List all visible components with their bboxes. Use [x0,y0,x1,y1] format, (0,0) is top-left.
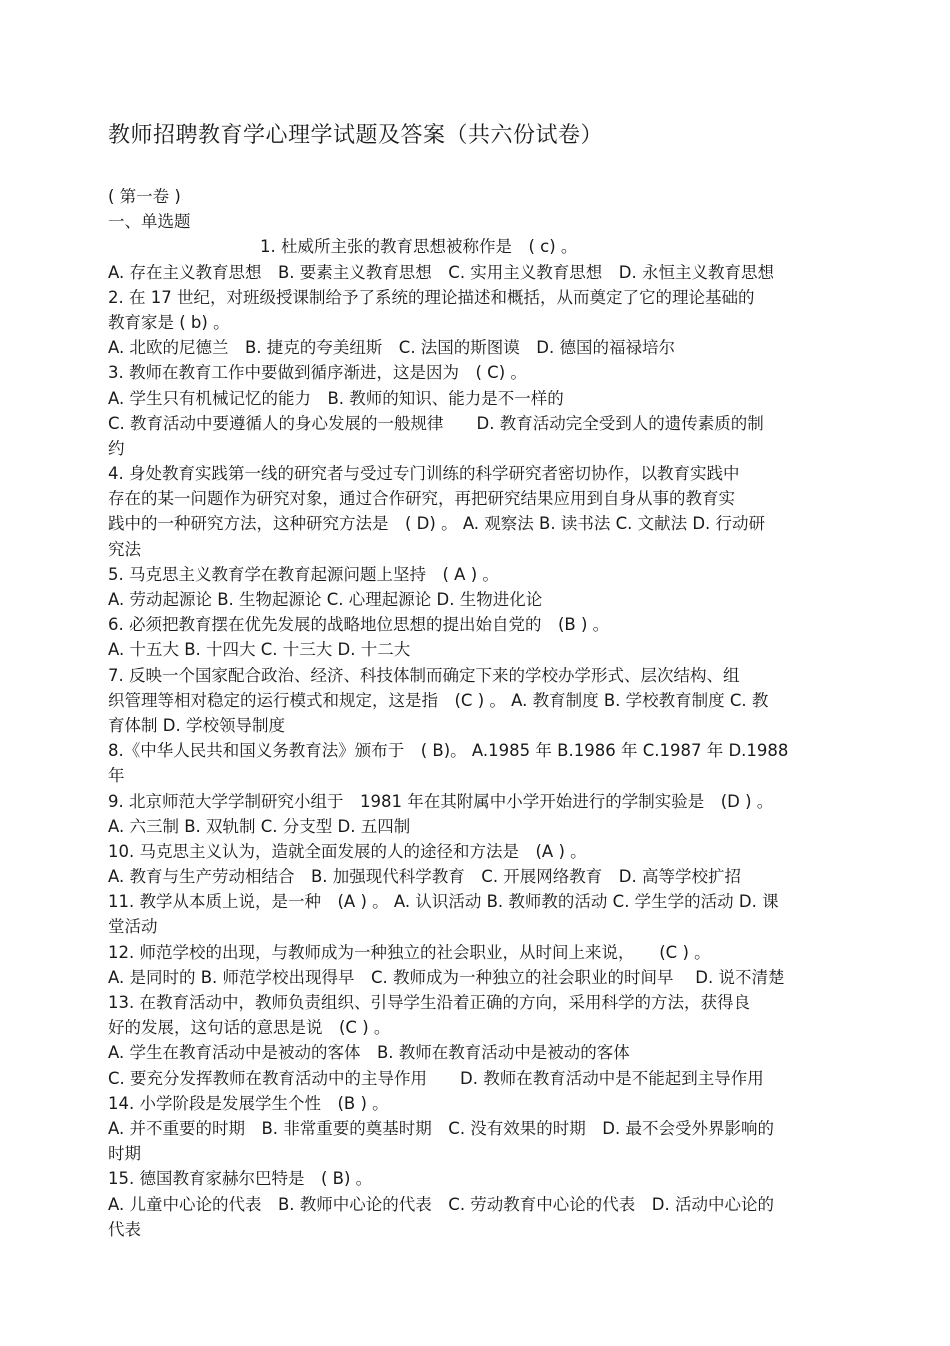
text-line: A. 儿童中心论的代表 B. 教师中心论的代表 C. 劳动教育中心论的代表 D. 活动中心论的 [108,1194,775,1214]
text-line: ( 第一卷 ) [108,187,181,206]
text-line: A. 教育与生产劳动相结合 B. 加强现代科学教育 C. 开展网络教育 D. 高等学校扩招 [108,867,742,887]
text-line: 2. 在 17 世纪，对班级授课制给予了系统的理论描述和概括，从而奠定了它的理论基础的 [108,287,755,307]
text-line: A. 并不重要的时期 B. 非常重要的奠基时期 C. 没有效果的时期 D. 最不会受外界影响的 [108,1118,775,1138]
text-line: A. 十五大 B. 十四大 C. 十三大 D. 十二大 [108,640,411,660]
text-line: A. 存在主义教育思想 B. 要素主义教育思想 C. 实用主义教育思想 D. 永恒主义教育思想 [108,262,775,282]
text-line: 8.《中华人民共和国义务教育法》颁布于 ( B)。 A.1985 年 B.1986 年 C.1987 年 D.1988 [108,741,789,761]
text-line: 一、单选题 [108,212,191,232]
text-line: 代表 [108,1219,141,1239]
text-line: 4. 身处教育实践第一线的研究者与受过专门训练的科学研究者密切协作，以教育实践中 [108,464,740,484]
text-line: 育体制 D. 学校领导制度 [108,715,285,735]
text-line: C. 要充分发挥教师在教育活动中的主导作用 D. 教师在教育活动中是不能起到主导作用 [108,1068,764,1088]
text-line: C. 教育活动中要遵循人的身心发展的一般规律 D. 教育活动完全受到人的遗传素质的制 [108,413,764,433]
text-line: 1. 杜威所主张的教育思想被称作是 ( c) 。 [260,237,578,257]
text-line: 5. 马克思主义教育学在教育起源问题上坚持 ( A ) 。 [108,564,499,584]
text-line: 9. 北京师范大学学制研究小组于 1981 年在其附属中小学开始进行的学制实验是 (D ) 。 [108,791,774,811]
text-line: 13. 在教育活动中，教师负责组织、引导学生沿着正确的方向，采用科学的方法，获得良 [108,993,750,1012]
text-line: A. 学生在教育活动中是被动的客体 B. 教师在教育活动中是被动的客体 [108,1043,630,1063]
text-line: 10. 马克思主义认为，造就全面发展的人的途径和方法是 (A ) 。 [108,841,587,861]
text-line: 好的发展，这句话的意思是说 (C ) 。 [108,1018,391,1038]
text-line: 12. 师范学校的出现，与教师成为一种独立的社会职业，从时间上来说， (C ) 。 [108,942,711,962]
text-line: 堂活动 [108,917,158,937]
document-title: 教师招聘教育学心理学试题及答案（共六份试卷） [108,123,604,148]
text-line: 6. 必须把教育摆在优先发展的战略地位思想的提出始自党的 (B ) 。 [108,615,610,635]
text-line: 究法 [108,539,141,559]
text-line: 教育家是 ( b) 。 [108,312,230,332]
text-line: A. 北欧的尼德兰 B. 捷克的夸美纽斯 C. 法国的斯图谟 D. 德国的福禄培尔 [108,338,676,358]
text-line: 7. 反映一个国家配合政治、经济、科技体制而确定下来的学校办学形式、层次结构、组 [108,665,740,685]
text-line: 约 [108,438,125,458]
text-line: 践中的一种研究方法，这种研究方法是 ( D) 。 A. 观察法 B. 读书法 C. 文献法 D. 行动研 [108,514,766,534]
text-line: A. 是同时的 B. 师范学校出现得早 C. 教师成为一种独立的社会职业的时间早 D. 说不清楚 [108,967,785,987]
text-line: 时期 [108,1144,141,1164]
text-line: 15. 德国教育家赫尔巴特是 ( B) 。 [108,1169,373,1189]
text-line: A. 学生只有机械记忆的能力 B. 教师的知识、能力是不一样的 [108,388,564,408]
text-line: 织管理等相对稳定的运行模式和规定，这是指 (C ) 。 A. 教育制度 B. 学校教育制度 C. 教 [108,690,769,710]
text-line: 11. 教学从本质上说，是一种 (A ) 。 A. 认识活动 B. 教师教的活动 C. 学生学的活动 D. 课 [108,892,779,912]
text-line: 14. 小学阶段是发展学生个性 (B ) 。 [108,1093,389,1113]
text-line: 3. 教师在教育工作中要做到循序渐进，这是因为 ( C) 。 [108,363,527,383]
text-line: 存在的某一问题作为研究对象，通过合作研究，再把研究结果应用到自身从事的教育实 [108,489,735,509]
text-line: A. 六三制 B. 双轨制 C. 分支型 D. 五四制 [108,816,411,836]
text-line: A. 劳动起源论 B. 生物起源论 C. 心理起源论 D. 生物进化论 [108,590,543,609]
document-body [108,184,853,1242]
text-line: 年 [108,766,125,786]
